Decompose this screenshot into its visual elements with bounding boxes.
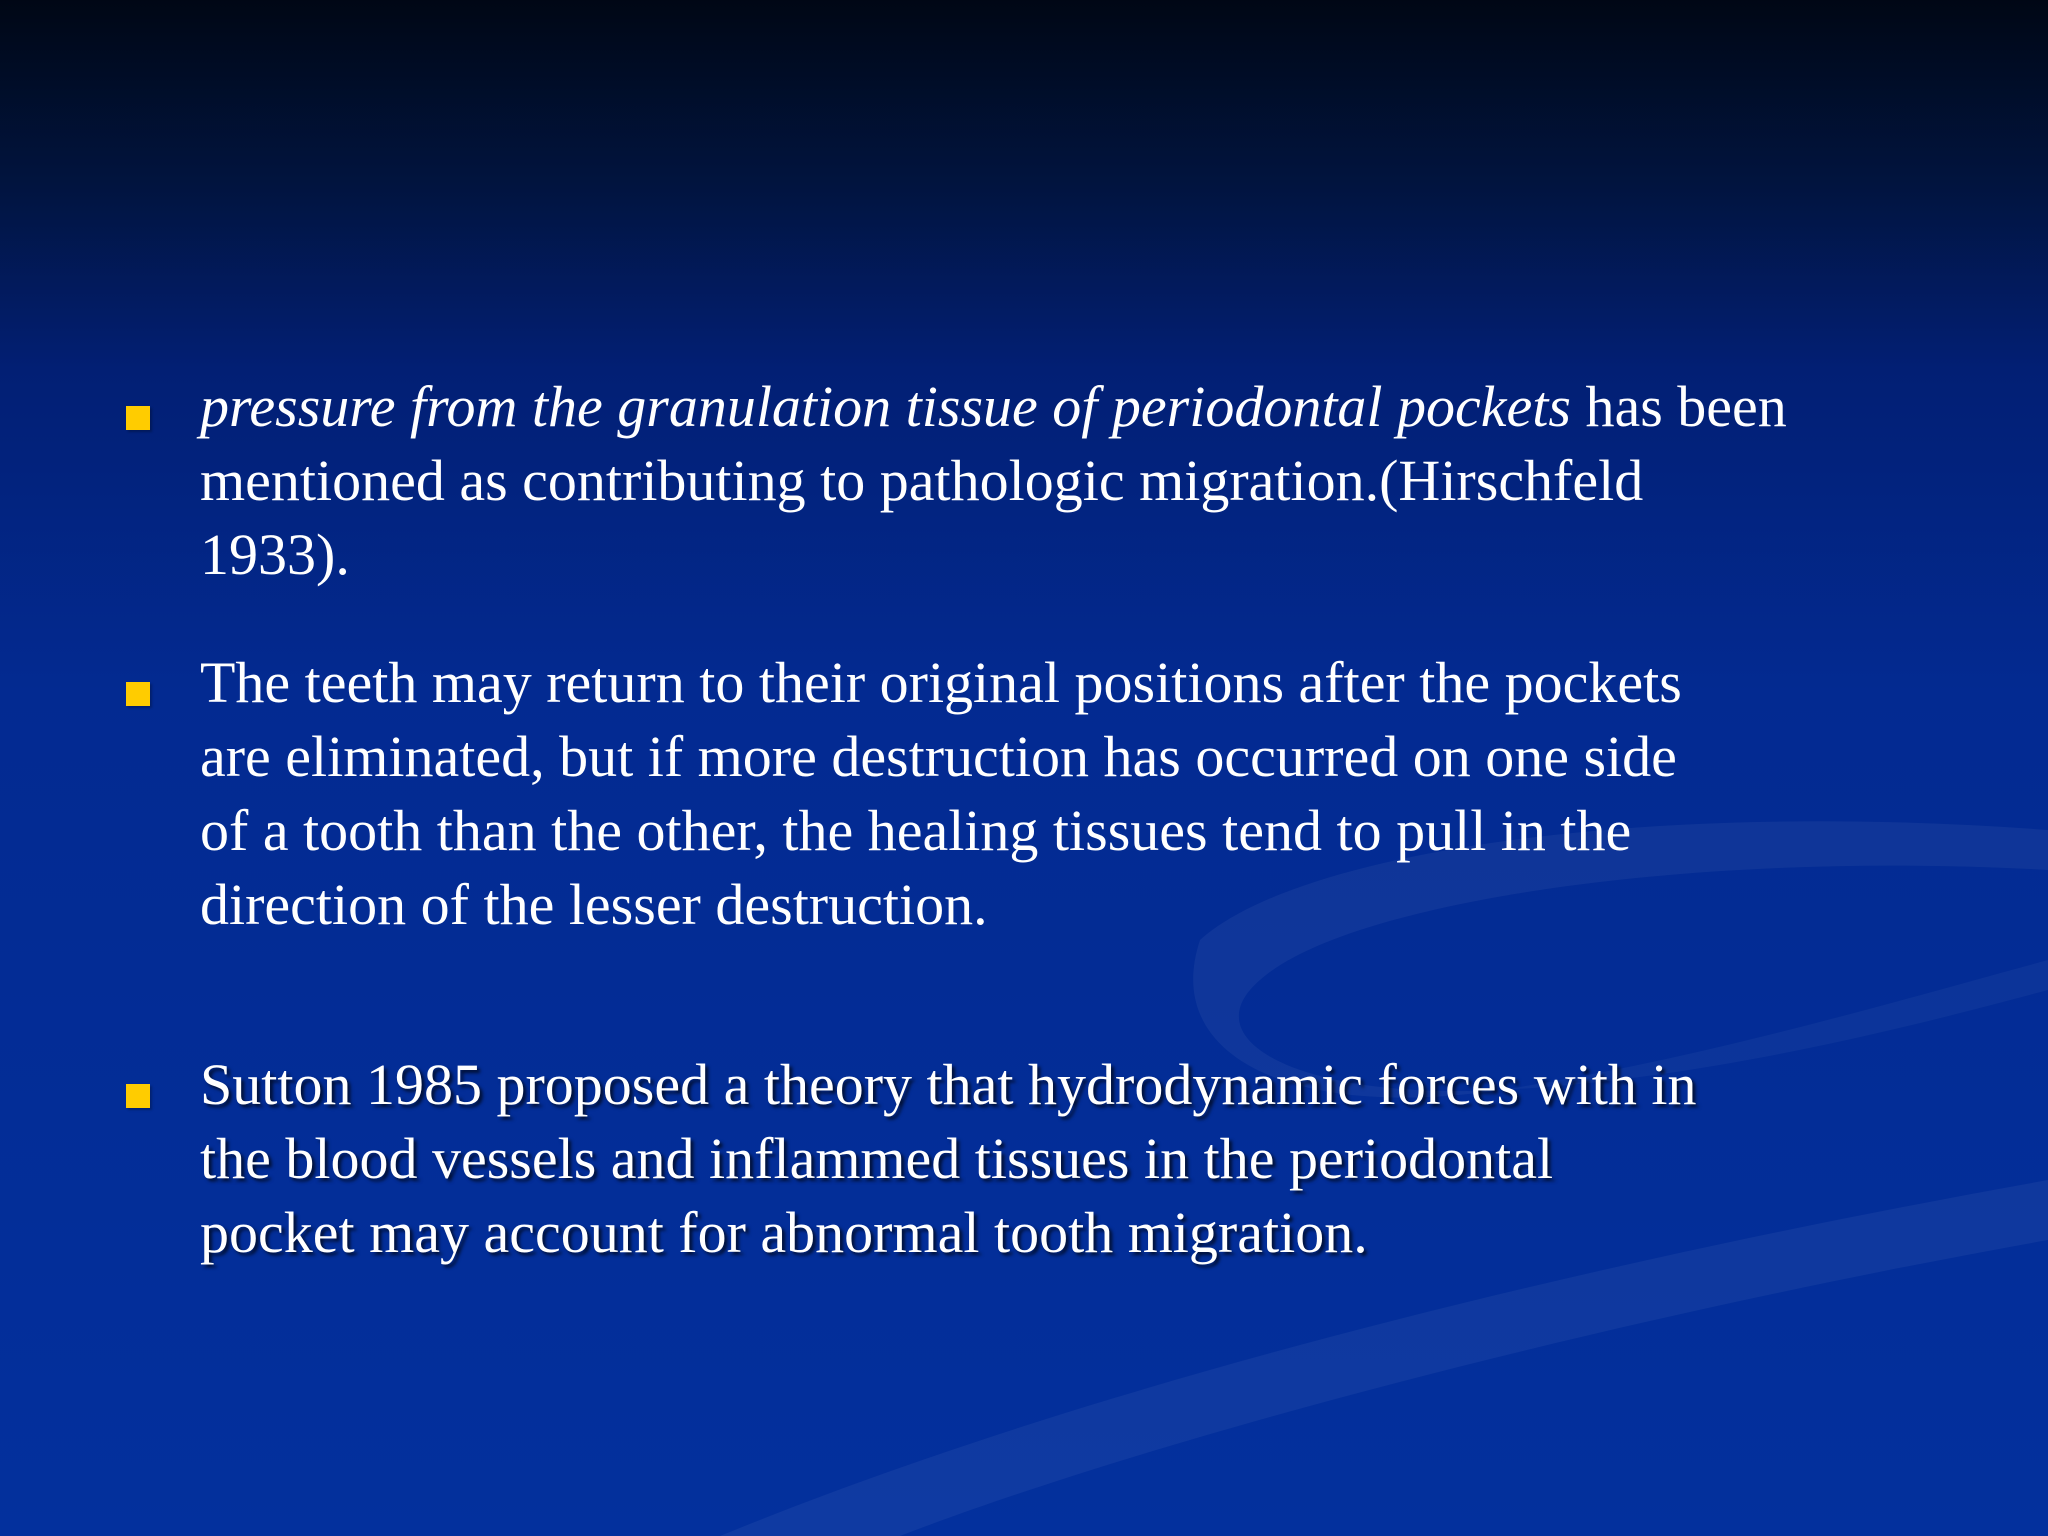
bullet-line xyxy=(200,370,1926,444)
bullet-text xyxy=(200,1048,1926,1270)
bullet-text xyxy=(200,646,1926,942)
bullet-square-icon xyxy=(126,1084,150,1108)
bullet-line: Sutton 1985 proposed a theory that hydrodynamic forces with in xyxy=(200,1052,1697,1117)
bullet-line: of a tooth than the other, the healing tissues tend to pull in the xyxy=(200,798,1632,863)
bullet-item-teeth-return xyxy=(126,646,1926,942)
bullet-line: pocket may account for abnormal tooth migration. xyxy=(200,1200,1368,1265)
bullet-text xyxy=(200,370,1926,592)
bullet-square-icon xyxy=(126,406,150,430)
bullet-line: mentioned as contributing to pathologic migration.(Hirschfeld xyxy=(200,448,1644,513)
bullet-line: 1933). xyxy=(200,522,350,587)
line-text: has been xyxy=(1570,374,1787,439)
bullet-line: The teeth may return to their original positions after the pockets xyxy=(200,650,1682,715)
bullet-line: direction of the lesser destruction. xyxy=(200,872,988,937)
italic-phrase: pressure from the granulation tissue of periodontal pockets xyxy=(200,374,1571,439)
bullet-square-icon xyxy=(126,682,150,706)
bullet-item-pressure xyxy=(126,370,1926,592)
bullet-line: are eliminated, but if more destruction has occurred on one side xyxy=(200,724,1677,789)
bullet-line: the blood vessels and inflammed tissues in the periodontal xyxy=(200,1126,1554,1191)
bullet-item-sutton xyxy=(126,1048,1926,1270)
